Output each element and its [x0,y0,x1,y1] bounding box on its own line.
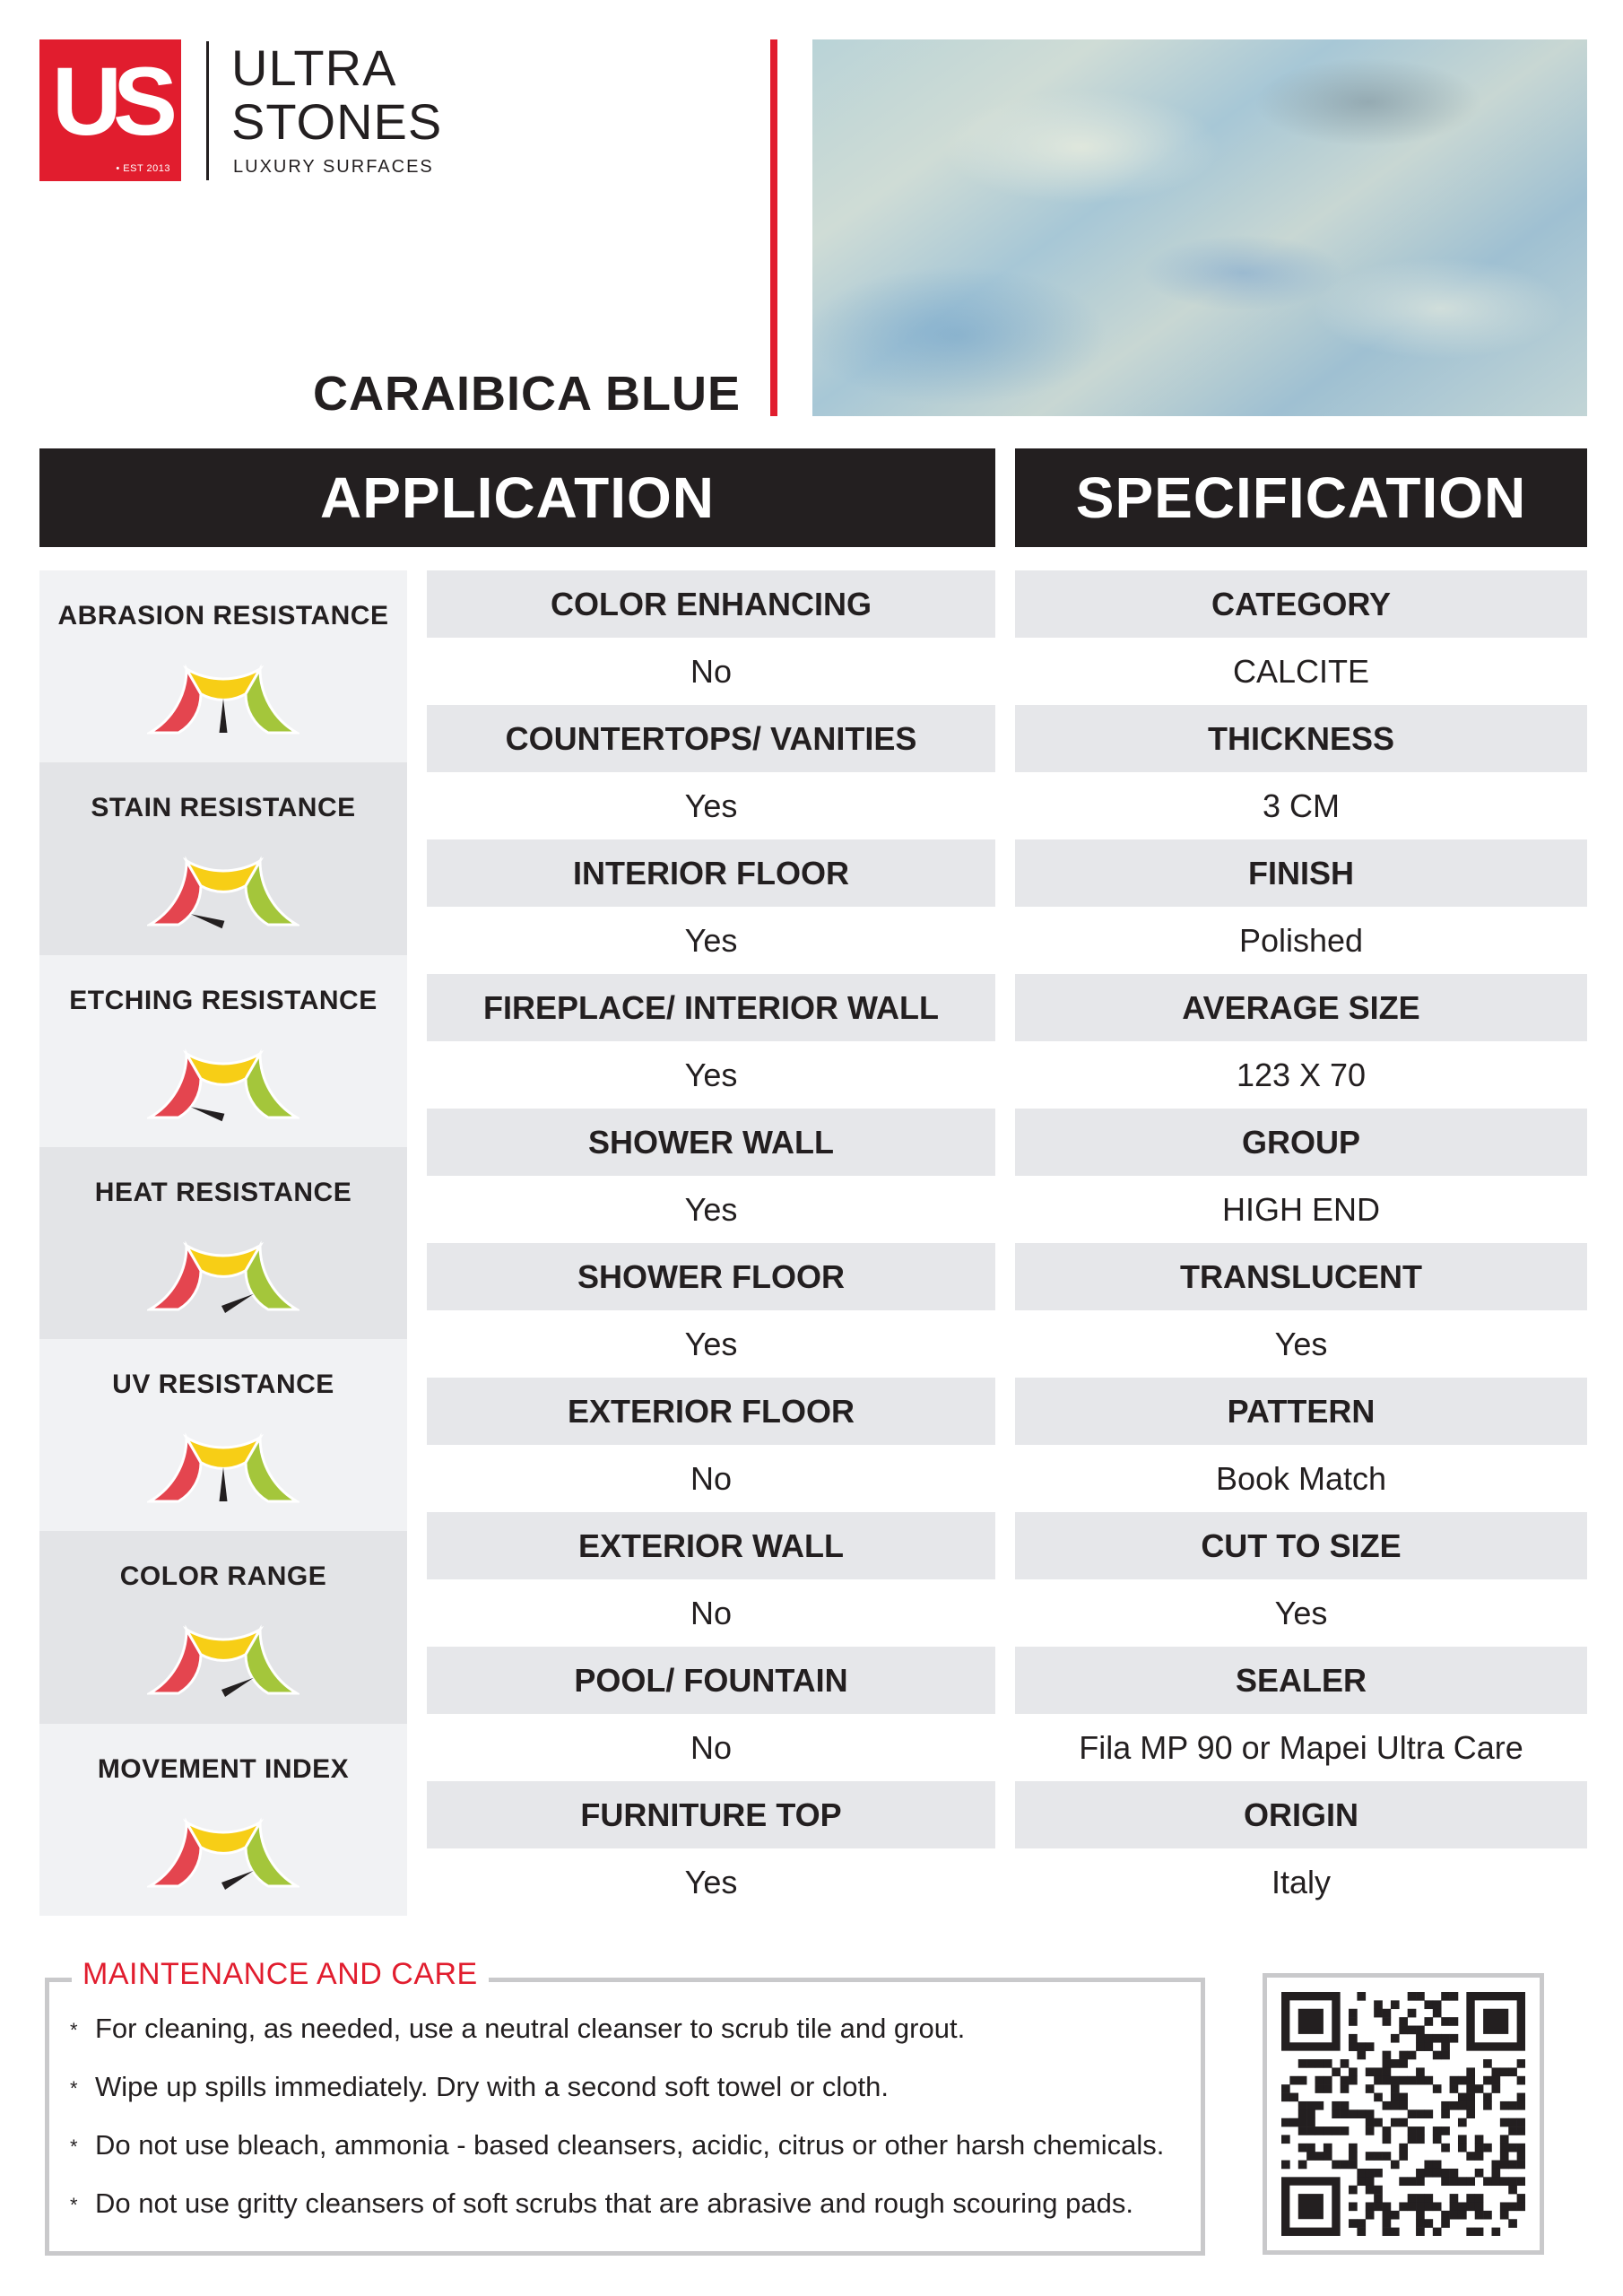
bullet-icon: * [70,2135,78,2158]
logo-divider [206,41,209,180]
specification-table [1015,570,1587,1916]
specification-header: SPECIFICATION [1015,448,1587,547]
specification-label: THICKNESS [1015,705,1587,772]
specification-label: CUT TO SIZE [1015,1512,1587,1579]
qr-code[interactable] [1263,1973,1544,2255]
bullet-icon: * [70,2193,78,2216]
gauge-card [39,570,407,762]
maintenance-text: Do not use bleach, ammonia - based cleansers, acidic, citrus or other harsh chemicals. [95,2129,1165,2161]
gauge-meter-icon [147,1041,299,1122]
application-table [427,570,995,1916]
gauge-card [39,1339,407,1531]
maintenance-item [70,2067,1200,2126]
specification-value: Italy [1015,1848,1587,1916]
specification-value: 3 CM [1015,772,1587,839]
gauge-card [39,1531,407,1723]
brand-name-line1: ULTRA [231,39,397,96]
application-value: No [427,1579,995,1647]
application-label: COLOR ENHANCING [427,570,995,638]
accent-bar [770,39,777,416]
maintenance-item [70,2126,1200,2184]
brand-name-line2: STONES [231,93,443,150]
application-value: No [427,1714,995,1781]
application-label: INTERIOR FLOOR [427,839,995,907]
gauge-label: ABRASION RESISTANCE [57,601,389,631]
gauge-label: HEAT RESISTANCE [94,1177,352,1207]
application-label: FIREPLACE/ INTERIOR WALL [427,974,995,1041]
specification-label: CATEGORY [1015,570,1587,638]
gauge-meter-icon [147,657,299,737]
application-value: No [427,1445,995,1512]
gauge-card [39,762,407,954]
gauge-meter-icon [147,1617,299,1698]
specification-label: SEALER [1015,1647,1587,1714]
gauge-needle [221,1678,254,1697]
gauge-label: UV RESISTANCE [112,1370,334,1400]
gauge-card [39,1724,407,1916]
specification-value: 123 X 70 [1015,1041,1587,1109]
application-label: SHOWER WALL [427,1109,995,1176]
specification-label: PATTERN [1015,1378,1587,1445]
gauge-meter-icon [147,848,299,929]
specification-label: FINISH [1015,839,1587,907]
maintenance-item [70,2184,1200,2242]
gauge-label: COLOR RANGE [119,1561,327,1592]
resistance-gauges [39,570,407,1916]
bullet-icon: * [70,2018,78,2041]
gauge-card [39,955,407,1147]
specification-label: ORIGIN [1015,1781,1587,1848]
application-value: Yes [427,1041,995,1109]
gauge-label: ETCHING RESISTANCE [69,985,378,1015]
logo-est: • EST 2013 [116,163,170,174]
specification-value: Yes [1015,1579,1587,1647]
specification-value: Book Match [1015,1445,1587,1512]
gauge-meter-icon [147,1810,299,1891]
gauge-label: MOVEMENT INDEX [97,1753,350,1784]
application-header: APPLICATION [39,448,995,547]
application-label: SHOWER FLOOR [427,1243,995,1310]
application-label: COUNTERTOPS/ VANITIES [427,705,995,772]
gauge-label: STAIN RESISTANCE [91,793,356,823]
maintenance-text: Wipe up spills immediately. Dry with a second soft towel or cloth. [95,2071,889,2102]
maintenance-item [70,2009,1200,2067]
gauge-needle [191,1107,225,1121]
maintenance-list [70,2009,1200,2242]
application-value: Yes [427,1310,995,1378]
product-name: CARAIBICA BLUE [313,367,741,421]
specification-label: GROUP [1015,1109,1587,1176]
application-value: Yes [427,772,995,839]
brand-tagline: LUXURY SURFACES [233,157,434,177]
specification-value: HIGH END [1015,1176,1587,1243]
maintenance-text: For cleaning, as needed, use a neutral cleanser to scrub tile and grout. [95,2013,966,2044]
gauge-meter-icon [147,1425,299,1506]
specification-value: Fila MP 90 or Mapei Ultra Care [1015,1714,1587,1781]
application-value: No [427,638,995,705]
gauge-needle [221,1294,254,1313]
logo-mark: US [51,47,169,155]
gauge-needle [191,915,225,929]
stone-sample-image [812,39,1587,416]
application-value: Yes [427,1176,995,1243]
application-label: EXTERIOR WALL [427,1512,995,1579]
specification-value: Yes [1015,1310,1587,1378]
gauge-needle [221,1871,254,1890]
gauge-card [39,1147,407,1339]
application-label: FURNITURE TOP [427,1781,995,1848]
application-value: Yes [427,907,995,974]
brand-logo [39,39,181,181]
gauge-meter-icon [147,1233,299,1314]
specification-label: TRANSLUCENT [1015,1243,1587,1310]
maintenance-title: MAINTENANCE AND CARE [72,1957,489,1992]
specification-value: CALCITE [1015,638,1587,705]
qr-code-icon [1281,1992,1525,2236]
gauge-needle [220,699,228,733]
specification-label: AVERAGE SIZE [1015,974,1587,1041]
maintenance-text: Do not use gritty cleansers of soft scrubs that are abrasive and rough scouring pads. [95,2187,1133,2219]
bullet-icon: * [70,2076,78,2100]
gauge-needle [220,1467,228,1501]
application-label: POOL/ FOUNTAIN [427,1647,995,1714]
specification-value: Polished [1015,907,1587,974]
application-value: Yes [427,1848,995,1916]
application-label: EXTERIOR FLOOR [427,1378,995,1445]
